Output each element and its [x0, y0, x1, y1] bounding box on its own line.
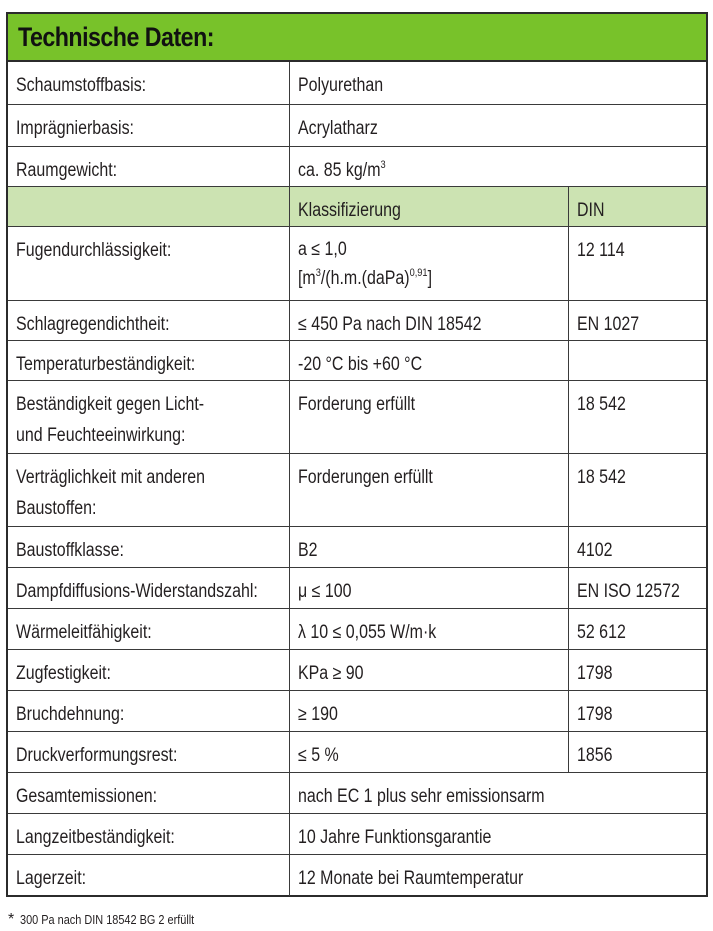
row-label: Gesamtemissionen: — [8, 772, 289, 813]
row-value: Polyurethan — [289, 62, 706, 104]
table-row — [8, 300, 706, 340]
row-value: μ ≤ 100 — [289, 567, 568, 608]
row-label: Druckverformungsrest: — [8, 731, 289, 772]
row-label: Fugendurchlässigkeit: — [8, 226, 289, 300]
row-value: B2 — [289, 526, 568, 567]
table-row — [8, 567, 706, 608]
subheader-classification: Klassifizierung — [289, 186, 568, 226]
row-label: Baustoffklasse: — [8, 526, 289, 567]
row-din: EN ISO 12572 — [568, 567, 706, 608]
row-din: 1798 — [568, 649, 706, 690]
row-value: λ 10 ≤ 0,055 W/m·k — [289, 608, 568, 649]
footnote-text: 300 Pa nach DIN 18542 BG 2 erfüllt — [20, 912, 195, 927]
row-value: ca. 85 $kg/m^3$ — [289, 146, 706, 186]
table-row — [8, 854, 706, 896]
table-row — [8, 146, 706, 186]
row-label: Imprägnierbasis: — [8, 104, 289, 146]
row-din: 18 542 — [568, 380, 706, 453]
footnote-symbol: * — [8, 911, 15, 928]
row-value: Forderung erfüllt — [289, 380, 568, 453]
row-value: -20 °C bis +60 °C — [289, 340, 568, 380]
table-title: Technische Daten: — [18, 21, 214, 52]
table-row — [8, 340, 706, 380]
subheader-row — [8, 186, 706, 226]
row-value: ≤ 5 % — [289, 731, 568, 772]
technical-data-table — [8, 62, 706, 896]
row-label: Lagerzeit: — [8, 854, 289, 896]
row-label: Verträglichkeit mit anderen Baustoffen: — [8, 453, 289, 526]
row-label: Wärmeleitfähigkeit: — [8, 608, 289, 649]
row-din: 4102 — [568, 526, 706, 567]
row-din: 1798 — [568, 690, 706, 731]
technical-data-sheet — [6, 12, 708, 897]
table-row — [8, 226, 706, 300]
row-value: Acrylatharz — [289, 104, 706, 146]
row-value: Forderungen erfüllt — [289, 453, 568, 526]
table-row — [8, 813, 706, 854]
row-label: Bruchdehnung: — [8, 690, 289, 731]
table-row — [8, 104, 706, 146]
table-row — [8, 380, 706, 453]
table-row — [8, 62, 706, 104]
row-label: Raumgewicht: — [8, 146, 289, 186]
row-label: Temperaturbeständigkeit: — [8, 340, 289, 380]
table-row — [8, 649, 706, 690]
table-row — [8, 731, 706, 772]
row-din — [568, 340, 706, 380]
subheader-col1 — [8, 186, 289, 226]
footnote — [8, 911, 228, 929]
row-label: Beständigkeit gegen Licht- und Feuchteeinwirkung: — [8, 380, 289, 453]
row-din: 12 114 — [568, 226, 706, 300]
table-row — [8, 526, 706, 567]
table-row — [8, 608, 706, 649]
table-row — [8, 453, 706, 526]
table-row — [8, 772, 706, 813]
subheader-din: DIN — [568, 186, 706, 226]
row-label: Schaumstoffbasis: — [8, 62, 289, 104]
row-value: nach EC 1 plus sehr emissionsarm — [289, 772, 706, 813]
row-value: 10 Jahre Funktionsgarantie — [289, 813, 706, 854]
row-label: Dampfdiffusions-Widerstandszahl: — [8, 567, 289, 608]
row-din: 1856 — [568, 731, 706, 772]
row-value: ≤ 450 Pa nach DIN 18542 — [289, 300, 568, 340]
row-label: Schlagregendichtheit: — [8, 300, 289, 340]
row-value: 12 Monate bei Raumtemperatur — [289, 854, 706, 896]
row-din: EN 1027 — [568, 300, 706, 340]
row-label: Zugfestigkeit: — [8, 649, 289, 690]
row-value: KPa ≥ 90 — [289, 649, 568, 690]
table-header — [8, 14, 706, 62]
row-din: 18 542 — [568, 453, 706, 526]
table-row — [8, 690, 706, 731]
row-din: 52 612 — [568, 608, 706, 649]
row-value: ≥ 190 — [289, 690, 568, 731]
row-value: a ≤ 1,0 [$m^3/(h.m.(daPa)^{0,91}]$ — [289, 226, 568, 300]
row-label: Langzeitbeständigkeit: — [8, 813, 289, 854]
